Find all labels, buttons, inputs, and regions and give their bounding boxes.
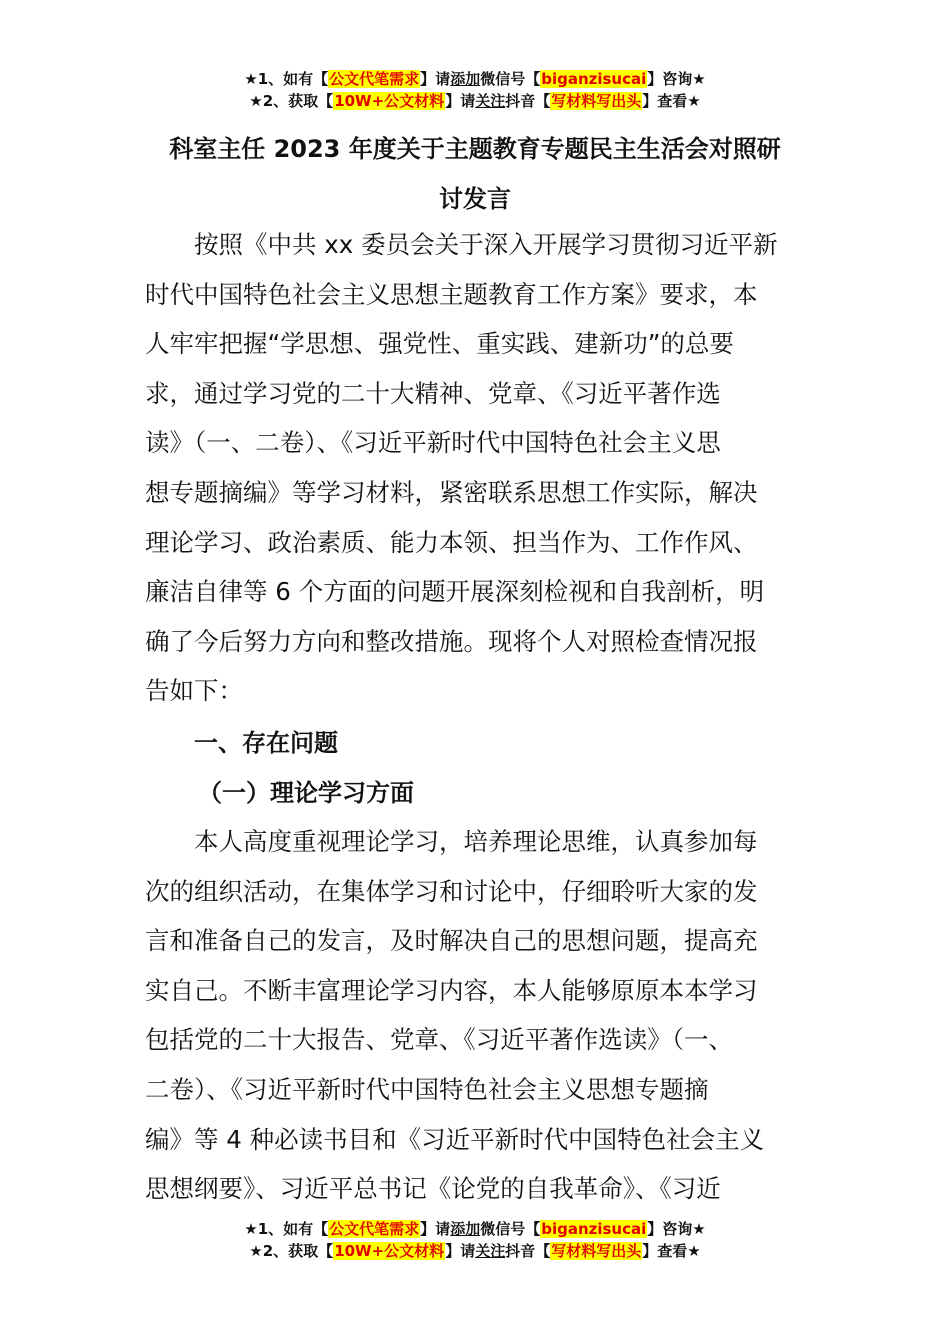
text-line: 读》（一、二卷）、《习近平新时代中国特色社会主义思	[145, 428, 721, 458]
text-line: 时代中国特色社会主义思想主题教育工作方案》要求，本	[145, 279, 758, 309]
banner-highlight: biganzisucai	[541, 70, 647, 88]
banner-highlight: 写材料写出头	[551, 92, 642, 110]
banner-text: ★2、获取【	[249, 92, 334, 110]
banner-underlined: 添加	[450, 1220, 481, 1238]
banner-text: 】咨询★	[647, 1220, 706, 1238]
text-line: 编》等 4 种必读书目和《习近平新时代中国特色社会主义	[145, 1124, 765, 1154]
text-line: 想专题摘编》等学习材料，紧密联系思想工作实际，解决	[145, 477, 758, 507]
text-line: 次的组织活动，在集体学习和讨论中，仔细聆听大家的发	[145, 876, 758, 906]
text-line: 求，通过学习党的二十大精神、党章、《习近平著作选	[145, 378, 721, 408]
title-line: 科室主任 2023 年度关于主题教育专题民主生活会对照研	[169, 135, 781, 163]
text-line: 按照《中共 xx 委员会关于深入开展学习贯彻习近平新	[194, 230, 778, 259]
intro-paragraph	[145, 220, 807, 716]
header-banner	[0, 68, 950, 112]
banner-highlight: 10W+公文材料	[334, 1242, 445, 1260]
text-line: 理论学习、政治素质、能力本领、担当作为、工作作风、	[145, 527, 758, 557]
banner-text: 】查看★	[642, 92, 701, 110]
subsection-heading: （一）理论学习方面	[198, 779, 414, 807]
document-title	[145, 124, 805, 224]
banner-text: 】查看★	[642, 1242, 701, 1260]
banner-text: 】请	[445, 92, 476, 110]
text-line: 思想纲要》、习近平总书记《论党的自我革命》、《习近	[145, 1174, 721, 1204]
banner-line-1	[0, 68, 950, 90]
banner-highlight: 10W+公文材料	[334, 92, 445, 110]
banner-underlined: 添加	[450, 70, 481, 88]
body-paragraph	[145, 817, 807, 1214]
banner-text: 】请	[445, 1242, 476, 1260]
text-line: 本人高度重视理论学习，培养理论思维，认真参加每	[194, 827, 758, 856]
text-line: 告如下：	[145, 676, 243, 706]
text-line: 言和准备自己的发言，及时解决自己的思想问题，提高充	[145, 926, 758, 956]
banner-text: 抖音【	[505, 1242, 551, 1260]
banner-text: ★2、获取【	[249, 1242, 334, 1260]
text-line: 廉洁自律等 6 个方面的问题开展深刻检视和自我剖析，明	[145, 577, 765, 607]
title-line: 讨发言	[439, 185, 511, 213]
text-line: 确了今后努力方向和整改措施。现将个人对照检查情况报	[145, 626, 758, 656]
banner-line-2	[0, 90, 950, 112]
text-line: 人牢牢把握“学思想、强党性、重实践、建新功”的总要	[145, 329, 734, 359]
banner-text: 】咨询★	[647, 70, 706, 88]
banner-text: 】请	[420, 1220, 451, 1238]
section-heading: 一、存在问题	[194, 729, 338, 757]
banner-highlight: 公文代笔需求	[329, 1220, 420, 1238]
banner-text: 】请	[420, 70, 451, 88]
banner-line-1	[0, 1218, 950, 1240]
banner-highlight: biganzisucai	[541, 1220, 647, 1238]
banner-text: 微信号【	[480, 1220, 541, 1238]
banner-text: 抖音【	[505, 92, 551, 110]
banner-text: ★1、如有【	[244, 70, 329, 88]
text-line: 二卷）、《习近平新时代中国特色社会主义思想专题摘	[145, 1074, 709, 1104]
banner-underlined: 关注	[475, 1242, 506, 1260]
footer-banner	[0, 1218, 950, 1262]
text-line: 包括党的二十大报告、党章、《习近平著作选读》（一、	[145, 1025, 733, 1055]
banner-highlight: 公文代笔需求	[329, 70, 420, 88]
banner-text: ★1、如有【	[244, 1220, 329, 1238]
text-line: 实自己。不断丰富理论学习内容，本人能够原原本本学习	[145, 975, 758, 1005]
banner-text: 微信号【	[480, 70, 541, 88]
banner-underlined: 关注	[475, 92, 506, 110]
banner-highlight: 写材料写出头	[551, 1242, 642, 1260]
banner-line-2	[0, 1240, 950, 1262]
